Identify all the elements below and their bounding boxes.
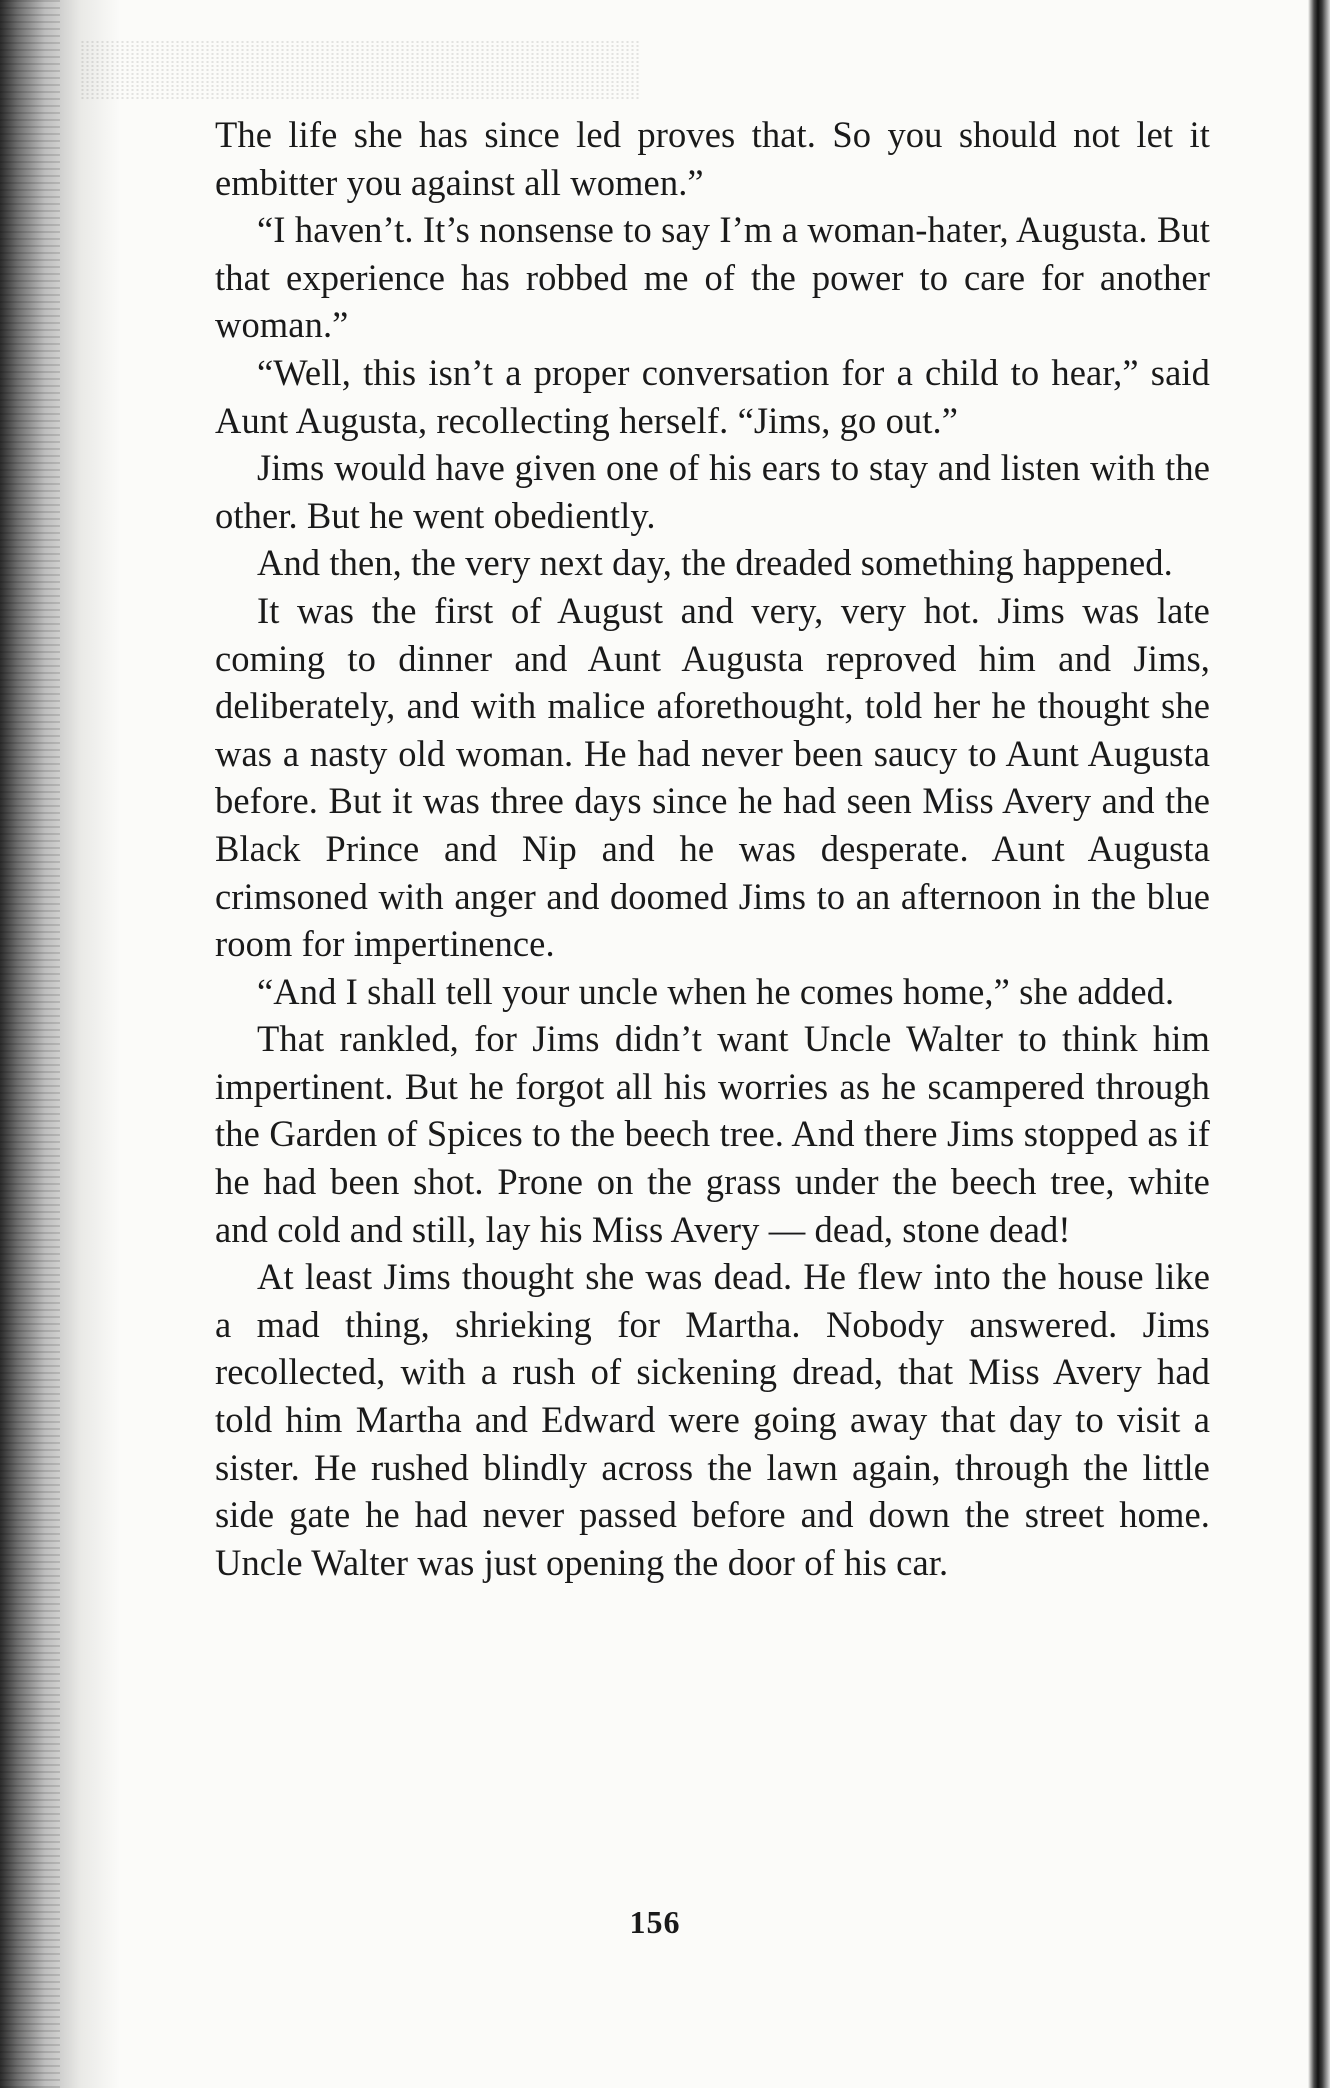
paragraph: Jims would have given one of his ears to stay and listen with the other. But he went obediently. [215, 447, 1210, 536]
scan-noise [80, 40, 640, 100]
paragraph: “Well, this isn’t a proper conversation for a child to hear,” said Aunt Augusta, recollecting herself. “Jims, go out.” [215, 351, 1210, 441]
paragraph: The life she has since led proves that. So you should not let it embitter you against all women.” [215, 114, 1210, 203]
paragraph: It was the first of August and very, very hot. Jims was late coming to dinner and Aunt Augusta reproved him and Jims, deliberately, and with malice aforethought, told her he thought she was a nasty old woman. He had never been saucy to Aunt Augusta before. But it was three days since he had seen Miss Avery and the Black Prince and Nip and he was desperate. Aunt Augusta crimsoned with anger and doomed Jims to an afternoon in the blue room for impertinence. [215, 589, 1210, 965]
paragraph: “I haven’t. It’s nonsense to say I’m a woman-hater, Augusta. But that experience has robbed me of the power to care for another woman.” [215, 209, 1210, 346]
page-number-row [0, 1904, 1330, 1941]
paragraph: And then, the very next day, the dreaded something happened. [257, 542, 1173, 584]
page-edge [1308, 0, 1330, 2088]
body-text [215, 111, 1210, 1586]
paragraph: That rankled, for Jims didn’t want Uncle Walter to think him impertinent. But he forgot all his worries as he scampered through the Garden of Spices to the beech tree. And there Jims stopped as if he had been shot. Prone on the grass under the beech tree, white and cold and still, lay his Miss Avery — dead, stone dead! [215, 1018, 1210, 1250]
paragraph: “And I shall tell your uncle when he comes home,” she added. [257, 970, 1175, 1012]
paragraph: At least Jims thought she was dead. He flew into the house like a mad thing, shrieking for Martha. Nobody answered. Jims recollected, with a rush of sickening dread, that Miss Avery had told him Martha and Edward were going away that day to visit a sister. He rushed blindly across the lawn again, through the little side gate he had never passed before and down the street home. Uncle Walter was just opening the door of his car. [215, 1256, 1210, 1583]
binding-texture [0, 0, 60, 2088]
page-number: 156 [629, 1904, 681, 1940]
